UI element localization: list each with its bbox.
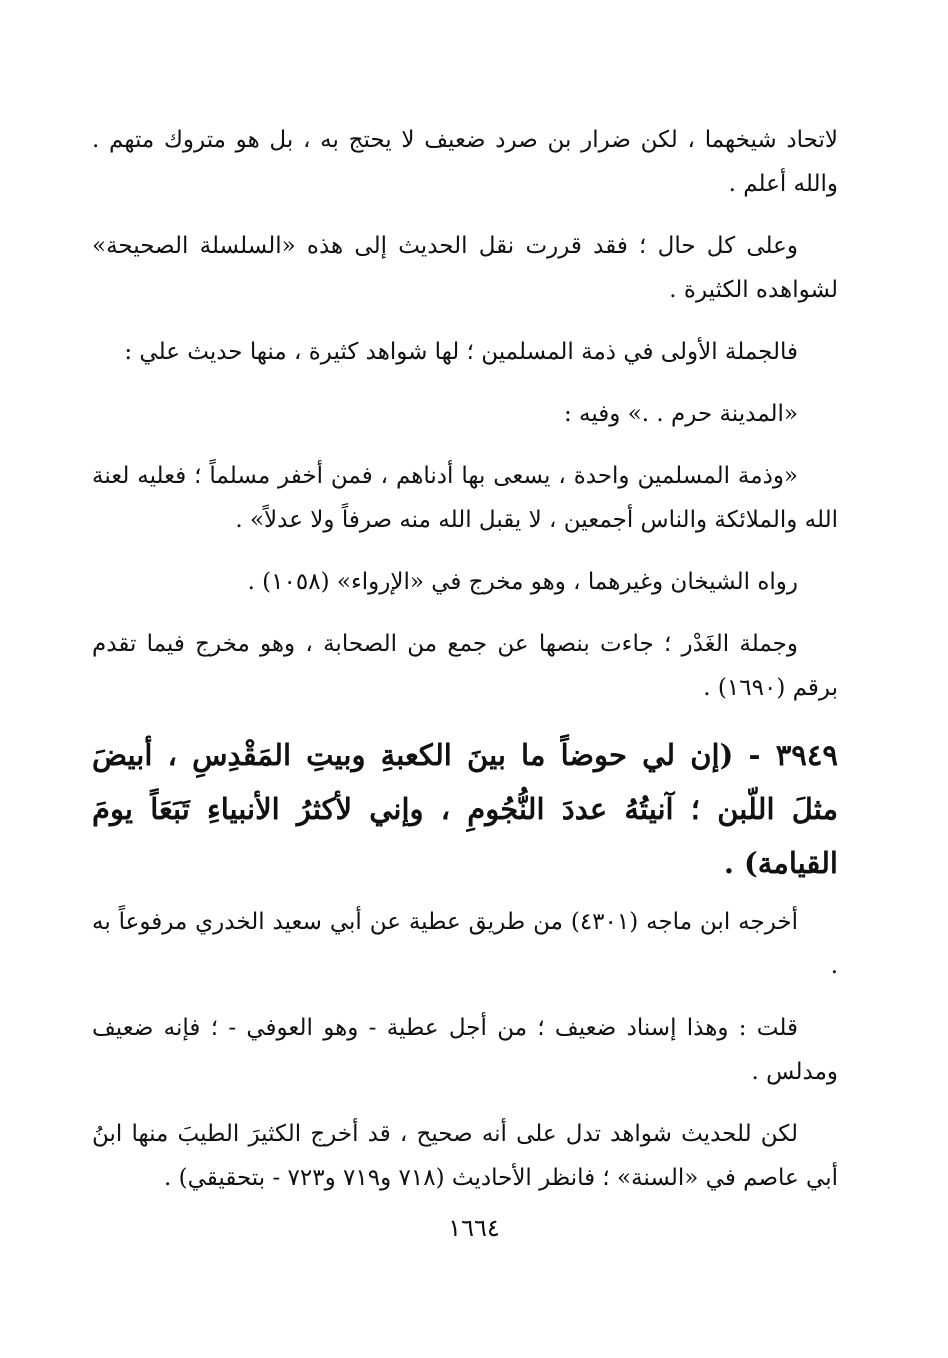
paragraph-4: «المدينة حرم . .» وفيه :: [563, 401, 798, 427]
paragraph-1: لاتحاد شيخهما ، لكن ضرار بن صرد ضعيف لا يحتج به ، بل هو متروك متهم . والله أعلم .: [92, 127, 838, 197]
page-number: ١٦٦٤: [448, 1214, 500, 1242]
paragraph-5: «وذمة المسلمين واحدة ، يسعى بها أدناهم ، فمن أخفر مسلماً ؛ فعليه لعنة الله والملائكة والناس أجمعين ، لا يقبل الله منه صرفاً ولا عدلاً» .: [92, 463, 838, 533]
paragraph-6: رواه الشيخان وغيرهما ، وهو مخرج في «الإرواء» (١٠٥٨) .: [247, 569, 798, 595]
conclusion-paragraph: لكن للحديث شواهد تدل على أنه صحيح ، قد أخرج الكثيرَ الطيبَ منها ابنُ أبي عاصم في «السنة» ؛ فانظر الأحاديث (٧١٨ و٧١٩ و٧٢٣ - بتحقيقي) .: [92, 1121, 838, 1191]
paragraph-2: وعلى كل حال ؛ فقد قررت نقل الحديث إلى هذه «السلسلة الصحيحة» لشواهده الكثيرة .: [92, 233, 838, 303]
paragraph-7: وجملة الغَدْر ؛ جاءت بنصها عن جمع من الصحابة ، وهو مخرج فيما تقدم برقم (١٦٩٠) .: [92, 631, 838, 701]
paragraph-3: فالجملة الأولى في ذمة المسلمين ؛ لها شواهد كثيرة ، منها حديث علي :: [124, 339, 798, 365]
page-body: [92, 118, 838, 1218]
comment-paragraph: قلت : وهذا إسناد ضعيف ؛ من أجل عطية - وهو العوفي - ؛ فإنه ضعيف ومدلس .: [92, 1015, 838, 1085]
hadith-heading: ٣٩٤٩ - (إن لي حوضاً ما بينَ الكعبةِ وبيتِ المَقْدِسِ ، أبيضَ مثلَ اللّبن ؛ آنيتُهُ عددَ النُّجُومِ ، وإني لأكثرُ الأنبياءِ تَبَعَاً يومَ القيامة) .: [92, 738, 838, 880]
takhrij-paragraph: أخرجه ابن ماجه (٤٣٠١) من طريق عطية عن أبي سعيد الخدري مرفوعاً به .: [92, 909, 838, 979]
